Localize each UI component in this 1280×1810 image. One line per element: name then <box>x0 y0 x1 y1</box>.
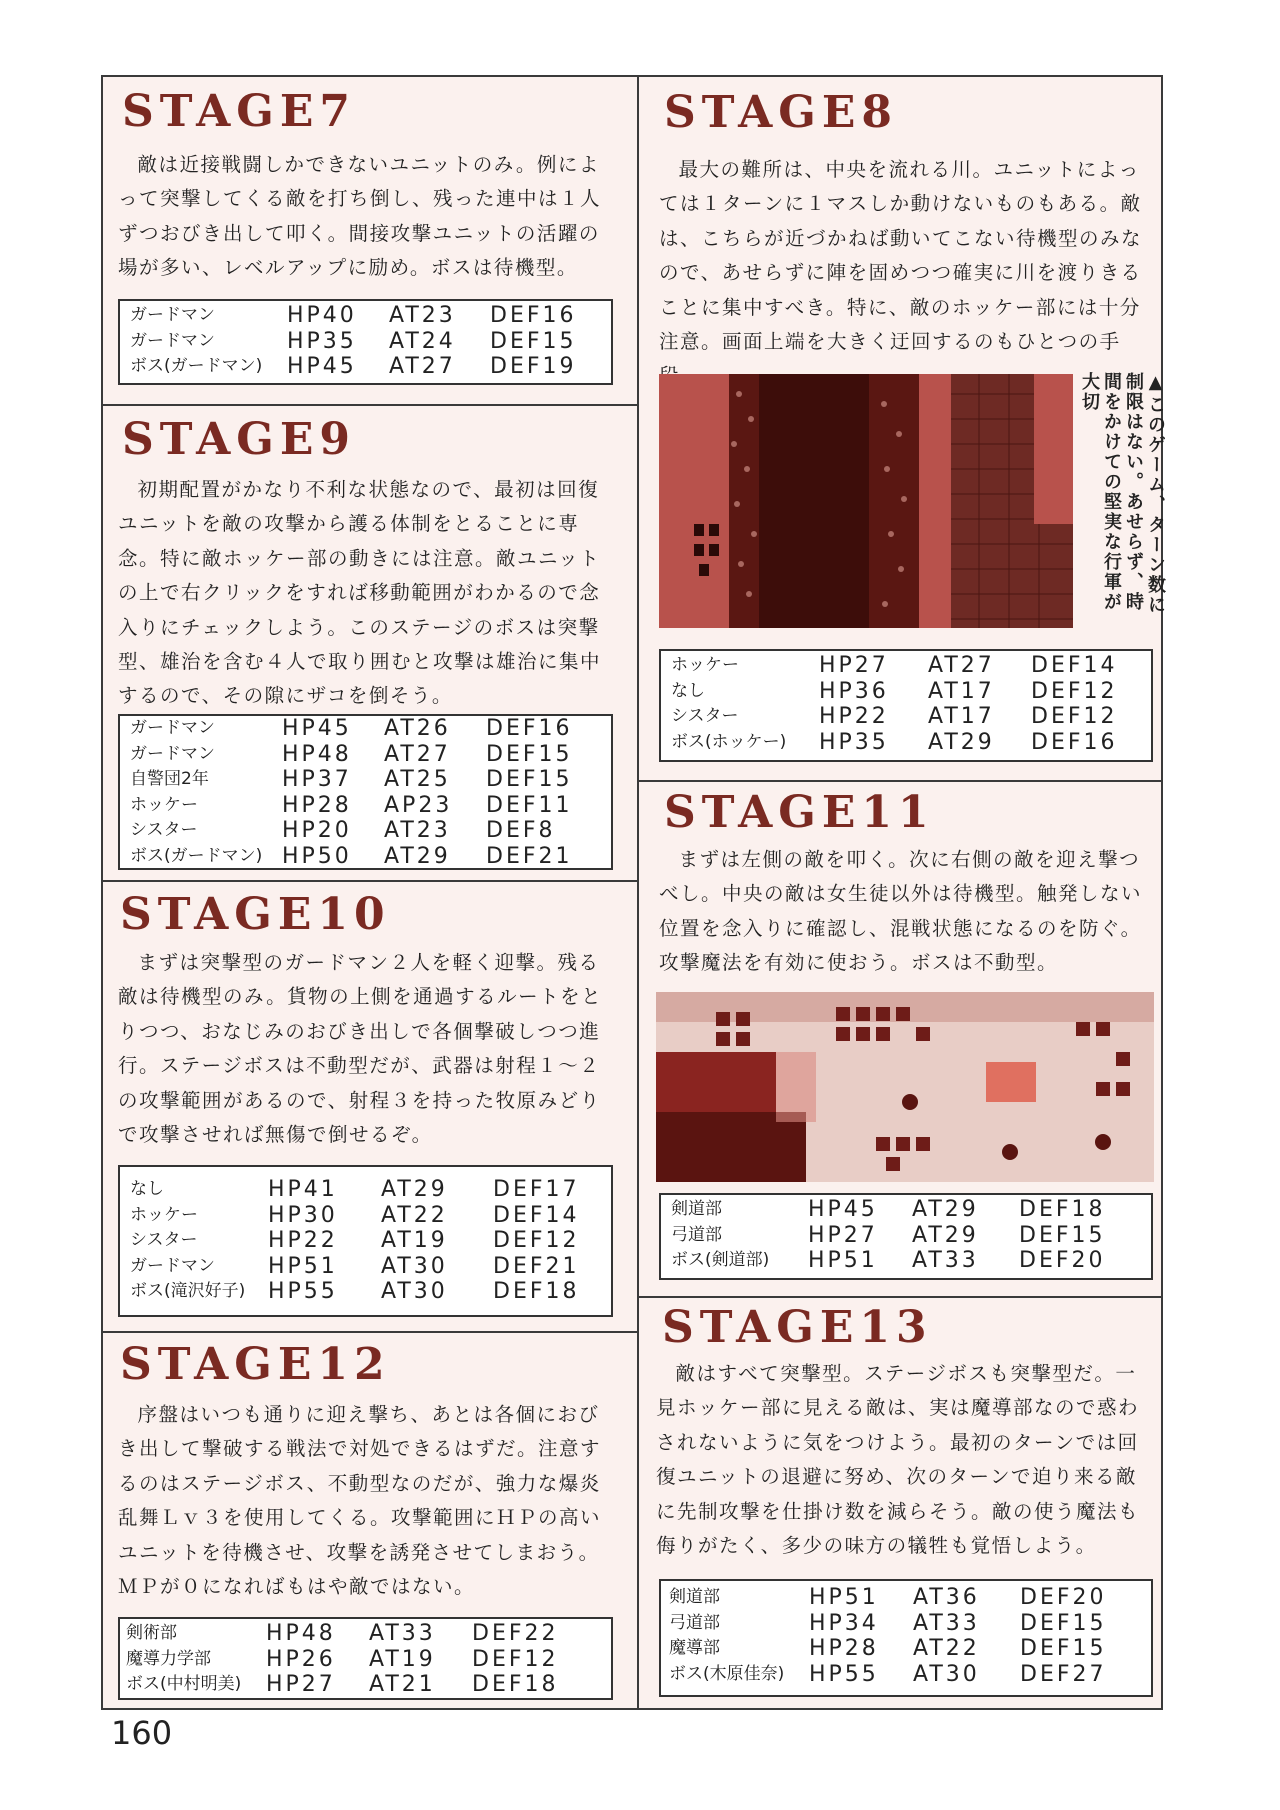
stage7-stats-table <box>118 299 613 385</box>
stage9-stats <box>130 716 573 869</box>
table-row: ボス(滝沢好子) HP55 AT30 DEF18 <box>130 1279 580 1304</box>
table-row: ガードマン HP48 AT27 DEF15 <box>130 741 573 767</box>
stage11-stats <box>671 1197 1106 1274</box>
stage8-text: 最大の難所は、中央を流れる川。ユニットによっては１ターンに１マスしか動けないものもある。敵は、こちらが近づかねば動いてこない待機型のみなので、あせらずに陣を固めつつ確実に川を渡りきることに集中すべき。特に、敵のホッケー部には十分注意。画面上端を大きく迂回するのもひとつの手 <box>659 158 1143 354</box>
table-row: ホッケー HP28 AP23 DEF11 <box>130 792 573 818</box>
table-row: ボス(ホッケー) HP35 AT29 DEF16 <box>671 729 1118 755</box>
table-row: シスター HP20 AT23 DEF8 <box>130 818 556 843</box>
stage13-stats <box>669 1585 1107 1687</box>
table-row: ホッケー HP30 AT22 DEF14 <box>130 1202 580 1228</box>
stage10-text: まずは突撃型のガードマン２人を軽く迎撃。残る敵は待機型のみ。貨物の上側を通過するルートをとりつつ、おなじみのおびき出しで各個撃破しつつ進行。ステージボスは不動型だが、武器は射程１〜２の攻撃範囲があるので、射程３を持った牧原みどりで攻撃させれば無傷で倒せるぞ。 <box>118 951 603 1147</box>
stage12-stats-table <box>118 1617 613 1700</box>
table-row: 剣術部 HP48 AT33 DEF22 <box>126 1621 559 1646</box>
stage9-stats-table <box>118 714 613 870</box>
river-map-image <box>659 374 1073 628</box>
stage12-text: 序盤はいつも通りに迎え撃ち、あとは各個におびき出して撃破する戦法で対処できるはずだ。注意するのはステージボス、不動型なのだが、強力な爆炎乱舞Ｌｖ３を使用してくる。攻撃範囲にＨＰの高いユニットを待機させ、攻撃を誘発させてしまおう。ＭＰが０になればもはや敵ではない。 <box>118 1403 602 1599</box>
table-row: ホッケー HP27 AT27 DEF14 <box>671 653 1118 678</box>
table-row: ボス(中村明美) HP27 AT21 DEF18 <box>126 1672 559 1697</box>
stage11-stats-table <box>659 1193 1153 1280</box>
table-row: ガードマン HP40 AT23 DEF16 <box>130 303 577 328</box>
stage12-title: STAGE12 <box>120 1339 391 1390</box>
stage13-text: 敵はすべて突撃型。ステージボスも突撃型だ。一見ホッケー部に見える敵は、実は魔導部なので惑わされないように気をつけよう。最初のターンでは回復ユニットの退避に努め、次のターンで迫り来る敵に先制攻撃を仕掛け数を減らそう。敵の使う魔法も侮りがたく、多少の味方の犠牲も覚悟しよう。 <box>656 1362 1140 1558</box>
table-row: ガードマン HP51 AT30 DEF21 <box>130 1253 580 1279</box>
stage8-stats-table <box>659 649 1153 762</box>
table-row: 弓道部 HP34 AT33 DEF15 <box>669 1610 1107 1636</box>
table-row: なし HP36 AT17 DEF12 <box>671 678 1118 704</box>
stage7-title: STAGE7 <box>122 86 356 137</box>
stage9-title: STAGE9 <box>122 414 356 465</box>
table-row: 弓道部 HP27 AT29 DEF15 <box>671 1222 1106 1248</box>
column-divider <box>637 75 639 1710</box>
table-row: ボス(ガードマン) HP50 AT29 DEF21 <box>130 843 573 869</box>
stage8-title: STAGE8 <box>664 87 898 138</box>
table-row: 剣道部 HP45 AT29 DEF18 <box>671 1197 1106 1222</box>
table-row: なし HP41 AT29 DEF17 <box>130 1177 580 1202</box>
stage9-text: 初期配置がかなり不利な状態なので、最初は回復ユニットを敵の攻撃から護る体制をとることに専念。特に敵ホッケー部の動きには注意。敵ユニットの上で右クリックをすれば移動範囲がわかるので念入りにチェックしよう。このステージのボスは突撃型、雄治を含む４人で取り囲むと攻撃は雄治に集中するので、その隙にザコを倒そう。 <box>118 478 602 708</box>
table-row: シスター HP22 AT19 DEF12 <box>130 1228 580 1253</box>
table-row: ボス(木原佳奈) HP55 AT30 DEF27 <box>669 1661 1107 1687</box>
table-row: ボス(剣道部) HP51 AT33 DEF20 <box>671 1248 1106 1273</box>
divider-stage11-13 <box>637 1296 1163 1298</box>
table-row: 剣道部 HP51 AT36 DEF20 <box>669 1585 1107 1610</box>
stage8-screenshot <box>659 374 1073 628</box>
table-row: 魔導力学部 HP26 AT19 DEF12 <box>126 1646 559 1672</box>
stage11-screenshot <box>656 992 1154 1182</box>
stage13-stats-table <box>659 1579 1153 1697</box>
stage7-text: 敵は近接戦闘しかできないユニットのみ。例によって突撃してくる敵を打ち倒し、残った連中は１人ずつおびき出して叩く。間接攻撃ユニットの活躍の場が多い、レベルアップに励め。ボスは待機型。 <box>118 153 602 280</box>
stage8-caption: ▲このゲーム、ターン数に制限はない。あせらず、時間をかけての堅実な行軍が大切 <box>1079 372 1166 615</box>
table-row: シスター HP22 AT17 DEF12 <box>671 704 1118 729</box>
divider-stage8-11 <box>637 780 1163 782</box>
divider-stage10-12 <box>101 1331 638 1333</box>
divider-stage7-9 <box>101 404 638 406</box>
table-row: ガードマン HP35 AT24 DEF15 <box>130 328 577 354</box>
page-number: 160 <box>111 1714 173 1752</box>
table-row: 自警団2年 HP37 AT25 DEF15 <box>130 767 573 792</box>
divider-stage9-10 <box>101 880 638 882</box>
stage8-stats <box>671 653 1118 755</box>
courtyard-map-image <box>656 992 1154 1182</box>
stage10-stats-table <box>118 1165 613 1317</box>
stage7-stats <box>130 303 577 380</box>
stage10-stats <box>130 1177 580 1305</box>
stage12-stats <box>126 1621 559 1698</box>
stage13-title: STAGE13 <box>662 1302 933 1353</box>
stage11-text: まずは左側の敵を叩く。次に右側の敵を迎え撃つべし。中央の敵は女生徒以外は待機型。触発しない位置を念入りに確認し、混戦状態になるのを防ぐ。攻撃魔法を有効に使おう。ボスは不動型。 <box>659 848 1143 975</box>
stage11-title: STAGE11 <box>664 787 935 838</box>
table-row: ガードマン HP45 AT26 DEF16 <box>130 716 573 741</box>
table-row: 魔導部 HP28 AT22 DEF15 <box>669 1636 1107 1661</box>
stage10-title: STAGE10 <box>120 889 391 940</box>
table-row: ボス(ガードマン) HP45 AT27 DEF19 <box>130 354 577 379</box>
